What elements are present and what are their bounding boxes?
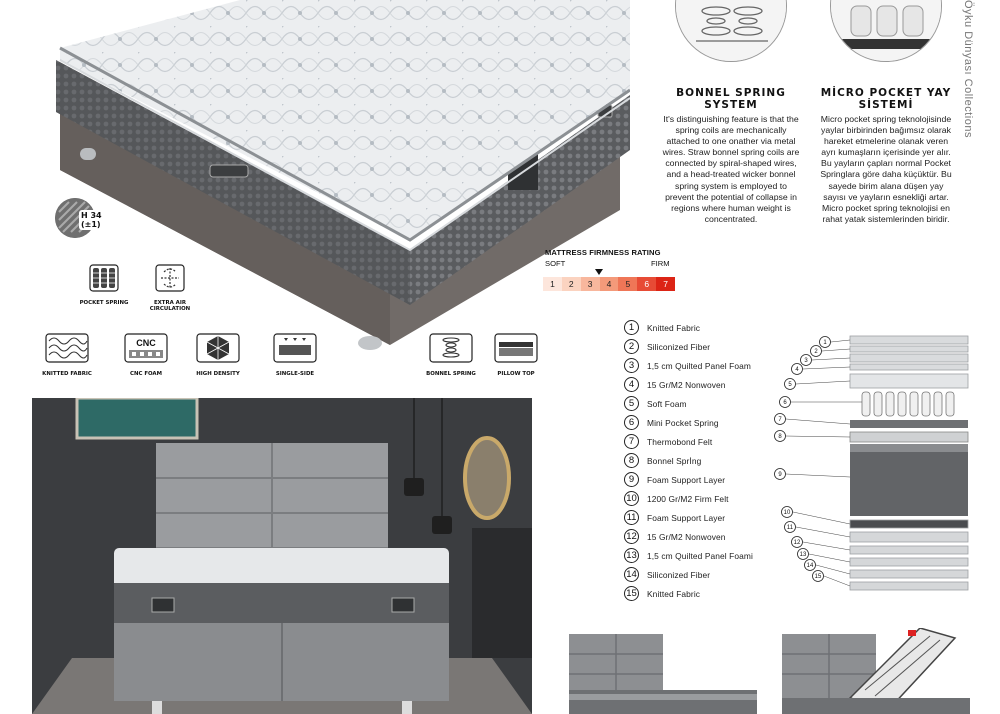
feature-label: KNITTED FABRIC bbox=[42, 371, 92, 377]
layer-number: 3 bbox=[624, 358, 639, 373]
bonnel-spring-icon bbox=[429, 333, 473, 363]
callout-number: 3 bbox=[804, 358, 808, 364]
feature-pocket-spring bbox=[72, 264, 136, 306]
firmness-cell: 7 bbox=[656, 277, 675, 291]
feature-label: HIGH DENSITY bbox=[196, 371, 240, 377]
layer-item bbox=[624, 337, 794, 356]
callout-number: 9 bbox=[778, 472, 782, 478]
layer-list bbox=[624, 318, 794, 603]
bed-storage-open-image bbox=[780, 628, 970, 714]
callout-number: 13 bbox=[799, 552, 807, 558]
layer-number: 12 bbox=[624, 529, 639, 544]
feature-label: EXTRA AIR CIRCULATION bbox=[149, 300, 191, 313]
callout-number: 2 bbox=[814, 349, 818, 355]
layer-label: 1,5 cm Quilted Panel Foami bbox=[647, 550, 753, 561]
pocket-spring-icon bbox=[89, 264, 119, 292]
layer-item bbox=[624, 356, 794, 375]
callout-number: 4 bbox=[795, 367, 799, 373]
layer-item bbox=[624, 546, 794, 565]
layer-number: 13 bbox=[624, 548, 639, 563]
firmness-cell: 6 bbox=[637, 277, 656, 291]
layer-item bbox=[624, 527, 794, 546]
firmness-cell: 4 bbox=[600, 277, 619, 291]
layer-number: 9 bbox=[624, 472, 639, 487]
layer-label: Siliconized Fiber bbox=[647, 569, 711, 580]
layer-item bbox=[624, 489, 794, 508]
layer-number: 10 bbox=[624, 491, 639, 506]
single-side-icon bbox=[273, 333, 317, 363]
callout-number: 7 bbox=[778, 417, 782, 423]
layer-item bbox=[624, 413, 794, 432]
layer-label: Siliconized Fiber bbox=[647, 341, 711, 352]
layer-label: 15 Gr/M2 Nonwoven bbox=[647, 531, 726, 542]
layer-item bbox=[624, 470, 794, 489]
layer-item bbox=[624, 508, 794, 527]
layer-label: Knitted Fabric bbox=[647, 322, 701, 333]
feature-label: PILLOW TOP bbox=[497, 371, 535, 377]
micro-pocket-spring-image bbox=[830, 0, 942, 62]
callout-number: 10 bbox=[783, 510, 791, 516]
layer-label: Foam Support Layer bbox=[647, 474, 726, 485]
feature-label: SINGLE-SIDE bbox=[275, 371, 315, 377]
firmness-firm-label: FIRM bbox=[651, 259, 670, 268]
firmness-cell: 5 bbox=[618, 277, 637, 291]
cnc-badge-text: CNC bbox=[136, 338, 156, 348]
feature-knitted-fabric bbox=[34, 333, 100, 377]
layer-item bbox=[624, 394, 794, 413]
layer-number: 15 bbox=[624, 586, 639, 601]
callout-number: 5 bbox=[788, 382, 792, 388]
bedroom-photo bbox=[32, 398, 532, 714]
height-tolerance: (±1) bbox=[81, 220, 101, 229]
layer-item bbox=[624, 565, 794, 584]
height-badge-label bbox=[79, 210, 104, 230]
firmness-cell: 1 bbox=[543, 277, 562, 291]
layer-number: 2 bbox=[624, 339, 639, 354]
layer-item bbox=[624, 375, 794, 394]
layer-label: Knitted Fabric bbox=[647, 588, 701, 599]
layer-label: Soft Foam bbox=[647, 398, 687, 409]
layer-label: Bonnel Sprİng bbox=[647, 455, 702, 466]
callout-number: 8 bbox=[778, 434, 782, 440]
firmness-scale bbox=[543, 277, 675, 291]
layer-label: 1200 Gr/M2 Firm Felt bbox=[647, 493, 729, 504]
side-brand-text: Öyku Dünyası Collections bbox=[962, 0, 974, 138]
feature-high-density bbox=[188, 333, 248, 377]
layer-item bbox=[624, 451, 794, 470]
layer-number: 7 bbox=[624, 434, 639, 449]
feature-pillow-top bbox=[488, 333, 544, 377]
callout-number: 11 bbox=[786, 525, 794, 531]
callout-number: 6 bbox=[783, 400, 787, 406]
feature-air-circulation bbox=[140, 264, 200, 313]
layer-number: 6 bbox=[624, 415, 639, 430]
mattress-layers-diagram bbox=[770, 332, 970, 594]
layer-label: Foam Support Layer bbox=[647, 512, 726, 523]
layer-label: Mini Pocket Spring bbox=[647, 417, 719, 428]
layer-item bbox=[624, 318, 794, 337]
feature-label: CNC FOAM bbox=[130, 371, 162, 377]
micro-pocket-title: MİCRO POCKET YAY SİSTEMİ bbox=[820, 87, 952, 111]
feature-label: BONNEL SPRING bbox=[426, 371, 476, 377]
bed-closed-image bbox=[567, 628, 757, 714]
bonnel-spring-image bbox=[675, 0, 787, 62]
layer-number: 11 bbox=[624, 510, 639, 525]
layer-number: 8 bbox=[624, 453, 639, 468]
feature-label: POCKET SPRING bbox=[79, 300, 129, 306]
feature-bonnel-spring bbox=[418, 333, 484, 377]
feature-cnc-foam bbox=[118, 333, 174, 377]
firmness-indicator-icon bbox=[595, 269, 603, 275]
high-density-icon bbox=[196, 333, 240, 363]
layer-label: 15 Gr/M2 Nonwoven bbox=[647, 379, 726, 390]
layer-label: 1,5 cm Quilted Panel Foam bbox=[647, 360, 751, 371]
callout-number: 14 bbox=[806, 563, 814, 569]
callout-number: 12 bbox=[793, 540, 801, 546]
layer-number: 14 bbox=[624, 567, 639, 582]
layer-number: 1 bbox=[624, 320, 639, 335]
layer-label: Thermobond Felt bbox=[647, 436, 713, 447]
layer-number: 5 bbox=[624, 396, 639, 411]
air-circulation-icon bbox=[155, 264, 185, 292]
height-value: H 34 bbox=[81, 211, 102, 220]
firmness-title: MATTRESS FIRMNESS RATING bbox=[545, 248, 661, 257]
callout-number: 15 bbox=[814, 574, 822, 580]
firmness-cell: 2 bbox=[562, 277, 581, 291]
bonnel-spring-description: It's distinguishing feature is that the spring coils are mechanically attached to one onather via metal wires. Straw bonnel spring coils are connected by spiral-shaped wires, and a head-treated wicker bonnel spring system is employed to prevent the potential of collapse in regions where human weight is concentrated. bbox=[662, 114, 800, 224]
pillow-top-icon bbox=[494, 333, 538, 363]
layer-number: 4 bbox=[624, 377, 639, 392]
layer-item bbox=[624, 432, 794, 451]
micro-pocket-description: Micro pocket spring teknolojisinde yaylar birbirinden bağımsız olarak hareket etmelerine olanak veren ayrı kumaşların içerisinde yer alır. Bu yayların çapları normal Pocket Springlara göre daha küçüktür. Bu sayede birim alana düşen yay sayısı ve yayların esnekliği artar. Micro pocket spring teknolojisi en rahat yatak sistemlerinden biridir. bbox=[820, 114, 952, 224]
firmness-cell: 3 bbox=[581, 277, 600, 291]
cnc-foam-icon bbox=[124, 333, 168, 363]
feature-single-side bbox=[265, 333, 325, 377]
callout-number: 1 bbox=[823, 340, 827, 346]
layer-item bbox=[624, 584, 794, 603]
bonnel-spring-title: BONNEL SPRING SYSTEM bbox=[676, 87, 786, 111]
side-brand bbox=[960, 0, 986, 150]
knitted-fabric-icon bbox=[45, 333, 89, 363]
firmness-soft-label: SOFT bbox=[545, 259, 566, 268]
